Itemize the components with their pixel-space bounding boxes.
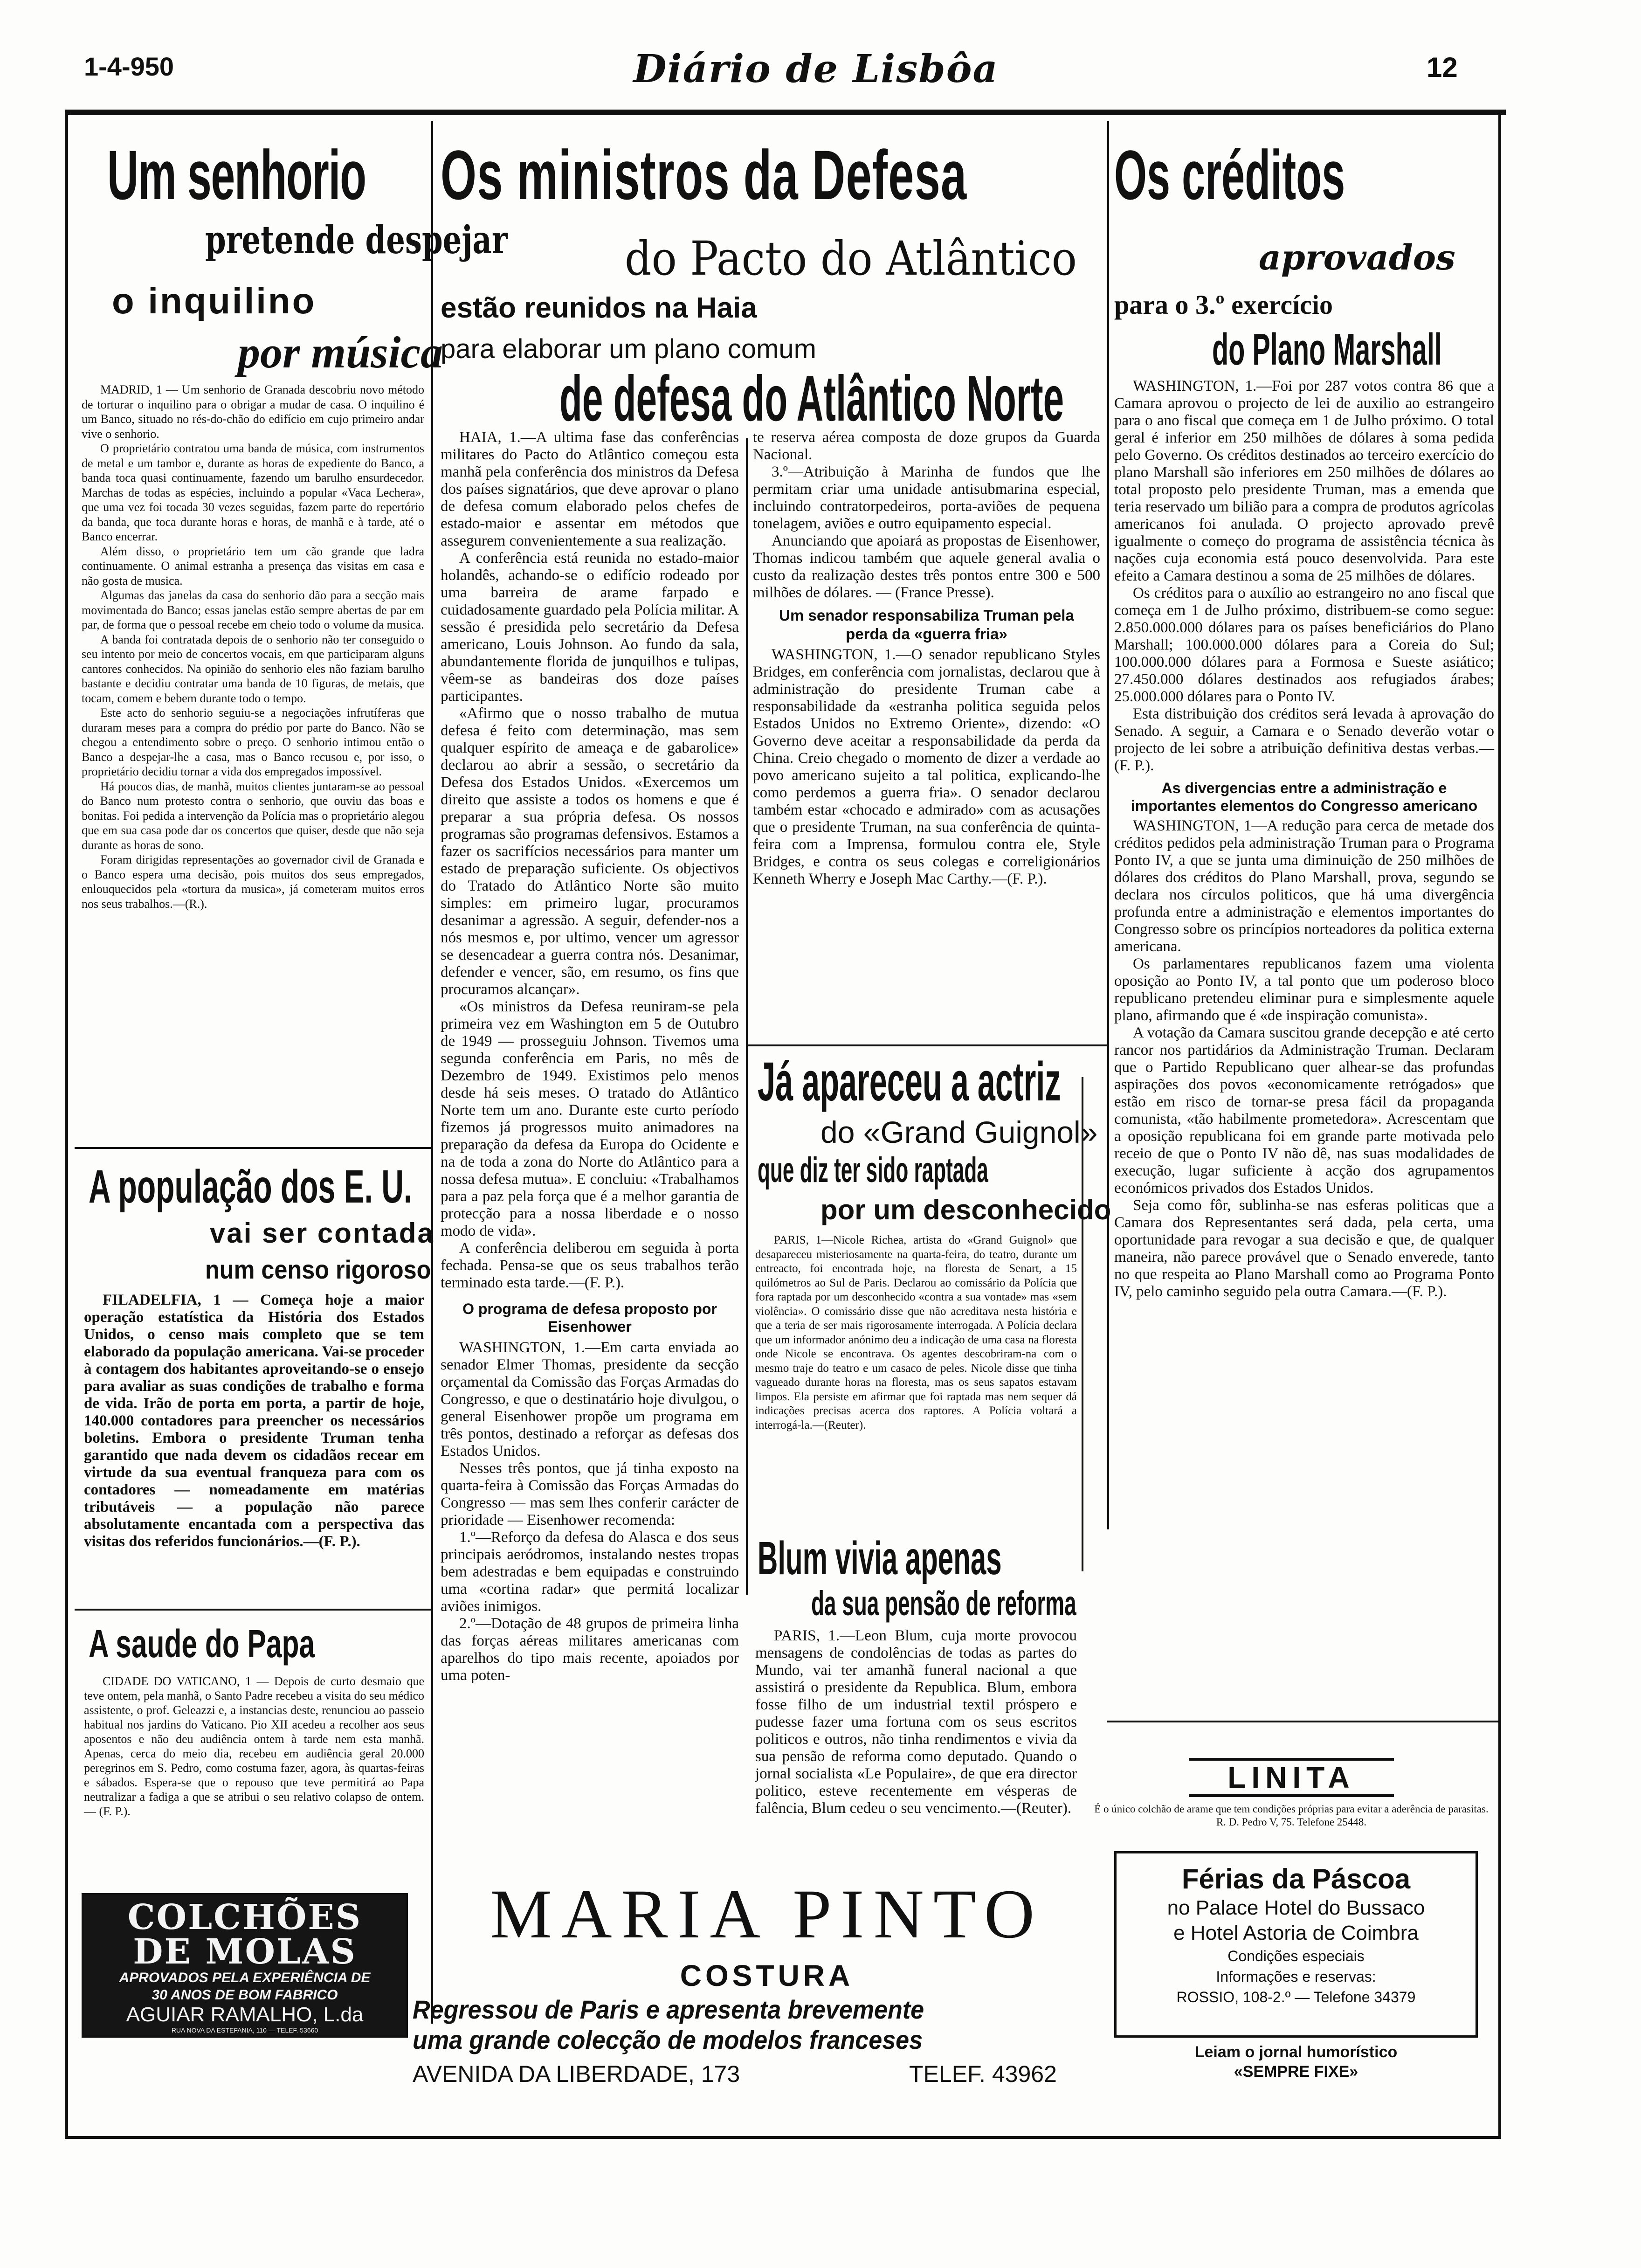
paragraph: «Os ministros da Defesa reuniram-se pela primeira vez em Washington em 5 de Outubro de 1949 — prosseguiu Johnson. Tivemos uma segunda conferência em Paris, no mês de Dezembro de 1949. Existimos pelo menos desde há seis meses. O tratado do Atlântico Norte tem um ano. Durante este curto período fizemos já progressos muito animadores na preparação da defesa da Europa do Ocidente e na de toda a zona do Norte do Atlântico para a nossa defesa mutua». E concluiu: «Trabalhamos para a paz pela força que é a melhor garantia de protecção para a nossa liberdade e o nosso modo de vida».	[441, 998, 739, 1239]
paragraph: Além disso, o proprietário tem um cão grande que ladra continuamente. O animal estranha a presença das visitas em casa e não gosta de musica.	[82, 544, 424, 588]
paragraph: Anunciando que apoiará as propostas de Eisenhower, Thomas indicou também que aquele general avalia o custo da realização destes três pontos entre 300 e 500 milhões de dólares. — (France Presse).	[753, 532, 1100, 601]
top-rule	[65, 110, 1506, 115]
column-rule	[746, 438, 748, 1595]
paragraph: O proprietário contratou uma banda de música, com instrumentos de metal e um tambor e, durante as horas de expediente do Banco, a banda toca quasi continuamente, fazendo um barulho ensurdecedor. Marchas de todas as espécies, incluindo a popular «Vaca Lechera», que uma vez foi tocada 30 vezes seguidas, fazem parte do repertório da banda, que toca durante horas e horas, de manhã e à tarde, até o Banco encerrar.	[82, 442, 424, 543]
populacao-subhead: vai ser contada	[210, 1217, 434, 1249]
actriz-headline: Já apareceu a actriz	[758, 1051, 1061, 1113]
paragraph: A conferência deliberou em seguida à porta fechada. Pensa-se que os seus trabalhos terão terminado esta tarde.—(F. P.).	[441, 1240, 739, 1291]
populacao-subhead-2: num censo rigoroso	[205, 1255, 431, 1284]
ministros-subhead-4: de defesa do Atlântico Norte	[559, 363, 1064, 435]
section-rule	[75, 1609, 431, 1611]
paragraph: A conferência está reunida no estado-maior holandês, achando-se o edifício rodeado por uma barreira de arame farpado e cuidadosamente guardado pela Polícia militar. A sessão é presidida pelo secretário da Defesa americano, Louis Johnson. Ao fundo da sala, abundantemente florida de junquilhos e tulipas, vêem-se as bandeiras dos doze países participantes.	[441, 550, 739, 705]
column-rule	[1082, 1077, 1083, 1571]
actriz-subhead-2: que diz ter sido raptada	[758, 1150, 988, 1190]
ministros-subhead: do Pacto do Atlântico	[625, 231, 1077, 286]
ad-ferias-line2: e Hotel Astoria de Coimbra	[1173, 1922, 1419, 1944]
paragraph: A banda foi contratada depois de o senhorio não ter conseguido o seu intento por meio de concertos vocais, em que participaram alguns cantores conhecidos. Na opinião do senhorio eles não faziam barulho bastante e decidiu contratar uma banda de 10 figuras, de metais, que tocam, comem e bebem durante todo o tempo.	[82, 632, 424, 705]
paragraph: PARIS, 1—Nicole Richea, artista do «Grand Guignol» que desapareceu misteriosamente na quarta-feira, do teatro, durante um entreacto, foi encontrada hoje, na floresta de Senart, a 15 quilómetros ao Sul de Paris. Declarou ao comissário da Polícia que fora raptada por um desconhecido «contra a sua vontade» mas «sem violência». O comissário disse que não acreditava nesta história e que a teria de ser mais rigorosamente interrogada. A Polícia declara que um informador anónimo deu a indicação de uma casa na floresta onde Nicole se encontrava. Os agentes descobriram-na com o mesmo traje do teatro e um casaco de peles. Nicole disse que tinha vagueado durante horas na floresta, mas os seus sapatos estavam limpos. Ela persiste em afirmar que foi raptada mas nem sequer dá indicações precisas acerca dos raptores. A Polícia voltará a interrogá-la.—(Reuter).	[755, 1234, 1077, 1431]
creditos-subhead-3: do Plano Marshall	[1212, 325, 1442, 374]
populacao-body	[84, 1292, 424, 1550]
ad-ferias	[1114, 1851, 1478, 2038]
paragraph: A votação da Camara suscitou grande decepção e até certo rancor nos partidários da Administração Truman. Declaram que o Partido Republicano quer alhear-se das profundas aspirações dos povos «economicamente retrógados» que estão em risco de tornar-se presa fácil da propaganda comunista, «tão habilmente prometedora». Acrescentam que a oposição republicana foi em grande parte motivada pelo receio de que o Ponto IV não dê, nas suas modalidades de execução, lugar suficiente à acção dos agrupamentos económicos privados dos Estados Unidos.	[1114, 1024, 1494, 1196]
papa-body	[84, 1674, 424, 1819]
ad-colchoes	[82, 1893, 408, 2038]
ad-colchoes-line5: AGUIAR RAMALHO, L.da	[126, 2003, 364, 2026]
ad-linita-title: LINITA	[1189, 1758, 1394, 1797]
creditos-subhead-2: para o 3.º exercício	[1114, 290, 1333, 320]
paragraph: Seja como fôr, sublinha-se nas esferas politicas que a Camara dos Representantes será dada, pela certa, uma oportunidade para revogar a sua decisão e que, de qualquer maneira, não parece provável que o Senado enverede, tanto no que respeita ao Plano Marshall como ao Programa Ponto IV, pelo caminho seguido pela outra Camara.—(F. P.).	[1114, 1197, 1494, 1300]
paragraph: 3.º—Atribuição à Marinha de fundos que lhe permitam criar uma unidade antisubmarina especial, incluindo contratorpedeiros, porta-aviões de pequena tonelagem, aviões e outro equipamento especial.	[753, 463, 1100, 532]
section-rule	[1107, 1721, 1501, 1722]
paragraph: Os créditos para o auxílio ao estrangeiro no ano fiscal que começa em 1 de Julho próximo, distribuem-se como segue: 2.850.000.000 dólares para os países beneficiários do Plano Marshall; 100.000.000 dólares para a Coreia do Sul; 100.000.000 dólares para a Formosa e Sueste asiático; 27.450.000 dólares destinados aos refugiados árabes; 25.000.000 dólares para o Ponto IV.	[1114, 585, 1494, 705]
paragraph: WASHINGTON, 1.—Foi por 287 votos contra 86 que a Camara aprovou o projecto de lei de auxilio ao estrangeiro para o ano fiscal que começa em 1 de Julho próximo. O total geral é inferior em 250 milhões de dólares à soma pedida pelo Governo. Os créditos destinados ao terceiro exercício do plano Marshall são inferiores em 250 milhões de dólares ao total proposto pelo presidente Truman, mas a emenda que teria reservado um bilião para a compra de produtos agrícolas americanos foi anulada. O projecto aprovado prevê igualmente o começo do programa de assistência técnica às nações cuja economia está pouco desenvolvida. Para este efeito a Camara destinou a soma de 25 milhões de dólares.	[1114, 378, 1494, 584]
paragraph: WASHINGTON, 1.—O senador republicano Styles Bridges, em conferência com jornalistas, declarou que à administração do presidente Truman cabe a responsabilidade da «estranha politica seguida pelos Estados Unidos no Extremo Oriente», dizendo: «O Governo deve aceitar a responsabilidade da perda da China. Creio chegado o momento de dizer a verdade ao povo americano sujeito a tal politica, explicando-lhe como perdemos a guerra fria». O senador declarou também estar «chocado e admirado» com as acusações que o presidente Truman, na sua conferência de quinta-feira com a Imprensa, formulou contra ele, Style Bridges, e contra os seus colegas e correligionários Kenneth Wherry e Joseph Mac Carthy.—(F. P.).	[753, 646, 1100, 887]
ad-sempre-line2: «SEMPRE FIXE»	[1234, 2063, 1358, 2081]
ad-ferias-line3: Condições especiais	[1227, 1948, 1365, 1964]
ad-ferias-title: Férias da Páscoa	[1181, 1863, 1411, 1895]
ad-maria-address: AVENIDA DA LIBERDADE, 173	[413, 2061, 740, 2087]
issue-date: 1-4-950	[84, 52, 174, 81]
paragraph: MADRID, 1 — Um senhorio de Granada descobriu novo método de torturar o inquilino para o obrigar a mudar de casa. O inquilino é um Banco, situado no rés-do-chão do edifício em cujo primeiro andar vive o senhorio.	[82, 383, 424, 441]
paragraph: «Afirmo que o nosso trabalho de mutua defesa é feito com determinação, mas sem qualquer espírito de ameaça e de gabarolice» declarou ao abrir a sessão, o secretário da Defesa dos Estados Unidos. «Exercemos um direito que assiste a todos os homens e que é preparar a sua própria defesa. Os nossos programas são programas defensivos. Estamos a fazer os sacrifícios necessários para manter um estado de preparação suficiente. Os objectivos do Tratado do Atlântico Norte são muito simples: em primeiro lugar, procuramos desanimar a agressão. A seguir, defender-nos a nós mesmos e, por ultimo, vencer um agressor se desencadear a guerra contra nós. Desanimar, defender e vencer, são, em resumo, os fins que procuramos alcançar».	[441, 705, 739, 998]
actriz-subhead: do «Grand Guignol»	[820, 1115, 1098, 1149]
ad-colchoes-line6: RUA NOVA DA ESTEFANIA, 110 — TELEF. 53660	[171, 2026, 318, 2034]
ad-ferias-line1: no Palace Hotel do Bussaco	[1167, 1896, 1425, 1919]
paragraph: te reserva aérea composta de doze grupos da Guarda Nacional.	[753, 429, 1100, 463]
ministros-col1	[441, 429, 739, 1684]
ministros-subsection-head-2: Um senador responsabiliza Truman pela perda da «guerra fria»	[779, 607, 1074, 643]
column-rule	[431, 121, 433, 2024]
senhorio-subhead: pretende despejar	[205, 218, 508, 263]
senhorio-body	[82, 382, 424, 911]
blum-subhead: da sua pensão de reforma	[811, 1584, 1076, 1623]
ad-colchoes-line4: 30 ANOS DE BOM FABRICO	[152, 1987, 338, 2003]
actriz-body	[755, 1233, 1077, 1432]
ad-linita-text: É o único colchão de arame que tem condições próprias para evitar a aderência de parasitas. R. D. Pedro V, 75. Telefone 25448.	[1094, 1803, 1489, 1828]
creditos-subsection-head: As divergencias entre a administração e importantes elementos do Congresso americano	[1131, 780, 1478, 814]
column-rule	[1107, 121, 1109, 1529]
ad-maria-telephone: TELEF. 43962	[909, 2061, 1057, 2087]
senhorio-subhead-3: por música	[238, 327, 443, 377]
creditos-body	[1114, 378, 1494, 1300]
paragraph: HAIA, 1.—A ultima fase das conferências militares do Pacto do Atlântico começou esta manhã pela conferência dos ministros da Defesa dos países signatários, que deve aprovar o plano de defesa comum elaborado pelos chefes de estado-maior e assentar em métodos que assegurem convenientemente a sua realização.	[441, 429, 739, 549]
ministros-headline: Os ministros da Defesa	[441, 136, 967, 214]
ad-ferias-line5: ROSSIO, 108-2.º — Telefone 34379	[1176, 1989, 1416, 2005]
paragraph: FILADELFIA, 1 — Começa hoje a maior operação estatística da História dos Estados Unidos, o censo mais completo que se tem elaborado da população americana. Vai-se proceder à contagem dos habitantes aproveitando-se o ensejo para avaliar as suas condições de trabalho e forma de vida. Irão de porta em porta, a partir de hoje, 140.000 contadores para preencher os necessários boletins. Embora o presidente Truman tenha garantido que nada devem os cidadãos recear em virtude da sua eventual franqueza para com os contadores — nomeadamente em matérias tributáveis — a população não parece absolutamente encantada com a perspectiva das visitas dos referidos funcionários.—(F. P.).	[84, 1292, 424, 1550]
ministros-subhead-2: estão reunidos na Haia	[441, 292, 757, 324]
newspaper-title: Diário de Lisbôa	[633, 47, 999, 91]
paragraph: Foram dirigidas representações ao governador civil de Granada e o Banco espera uma decisão, pois muitos dos seus empregados, enlouquecidos pela «tortura da musica», já cometeram muitos erros nos seus trabalhos.—(R.).	[82, 853, 424, 911]
ad-maria-name: MARIA PINTO	[490, 1875, 1044, 1953]
section-rule	[75, 1147, 431, 1149]
paragraph: WASHINGTON, 1—A redução para cerca de metade dos créditos pedidos pela administração Truman para o Programa Ponto IV, a que se junta uma diminuição de 250 milhões de dólares dos créditos do Plano Marshall, prova, segundo se declara nos círculos politicos, que há uma divergência profunda entre a administração e elementos importantes do Congresso sobre os princípios norteadores da politica externa americana.	[1114, 817, 1494, 955]
papa-headline: A saude do Papa	[89, 1622, 315, 1666]
creditos-subhead: aprovados	[1259, 238, 1455, 278]
ad-maria-line2: uma grande colecção de modelos franceses	[413, 2025, 923, 2054]
ministros-col2	[753, 429, 1100, 888]
paragraph: CIDADE DO VATICANO, 1 — Depois de curto desmaio que teve ontem, pela manhã, o Santo Padre recebeu a visita do seu médico assistente, o prof. Geleazzi e, a instancias deste, renunciou ao passeio habitual nos jardins do Vaticano. Pio XII acedeu a recolher aos seus aposentos e não deu audiência ontem à tarde nem esta manhã. Apenas, cerca do meio dia, recebeu em audiência geral 20.000 peregrinos em S. Pedro, como costuma fazer, agora, às quartas-feiras e sábados. Espera-se que o repouso que teve permitirá ao Papa neutralizar a fadiga a que se atribui o seu relativo colapso de ontem. — (F. P.).	[84, 1674, 424, 1818]
creditos-headline: Os créditos	[1114, 136, 1345, 214]
ministros-subhead-3: para elaborar um plano comum	[441, 334, 816, 364]
paragraph: Os parlamentares republicanos fazem uma violenta oposição ao Ponto IV, a tal ponto que um poderoso bloco republicano pretendeu eliminar pura e simplesmente aquele plano, afirmando que é «de inspiração comunista».	[1114, 955, 1494, 1024]
paragraph: Esta distribuição dos créditos será levada à aprovação do Senado. A seguir, a Camara e o Senado deverão votar o projecto de lei sobre a atribuição definitiva destas verbas.—(F. P.).	[1114, 705, 1494, 774]
blum-headline: Blum vivia apenas	[758, 1532, 1002, 1584]
section-rule	[746, 1044, 1107, 1046]
paragraph: Algumas das janelas da casa do senhorio dão para a secção mais movimentada do Banco; essas janelas estão sempre abertas de par em par, de forma que o pessoal recebe em cheio todo o volume da musica.	[82, 588, 424, 631]
ad-ferias-line4: Informações e reservas:	[1216, 1968, 1376, 1985]
paragraph: PARIS, 1.—Leon Blum, cuja morte provocou mensagens de condolências de todas as partes do Mundo, vai ter amanhã funeral nacional a que assistirá o presidente da Republica. Blum, embora fosse filho de um industrial textil próspero e pudesse fazer uma fortuna com os seus escritos politicos e outros, não tinha rendimentos e vivia da sua pensão de reforma como deputado. Quando o jornal socialista «Le Populaire», de que era director politico, esteve recentemente em vésperas de falência, Blum cedeu o seu vencimento.—(Reuter).	[755, 1627, 1077, 1817]
ad-sempre-line1: Leiam o jornal humorístico	[1194, 2043, 1398, 2061]
page-number: 12	[1427, 52, 1458, 83]
ad-colchoes-line3: APROVADOS PELA EXPERIÊNCIA DE	[119, 1970, 371, 1985]
paragraph: Nesses três pontos, que já tinha exposto na quarta-feira à Comissão das Forças Armadas do Congresso — mas sem lhes conferir carácter de prioridade — Eisenhower recomenda:	[441, 1460, 739, 1528]
paragraph: Há poucos dias, de manhã, muitos clientes juntaram-se ao pessoal do Banco num protesto contra o senhorio, que ouviu das boas e bonitas. Foi pedida a intervenção da Polícia mas o proprietário alegou que em sua casa pode dar os concertos que quiser, desde que não seja durante as horas de sono.	[82, 779, 424, 852]
senhorio-subhead-2: o inquilino	[112, 280, 317, 321]
actriz-subhead-3: por um desconhecido	[820, 1194, 1111, 1225]
paragraph: WASHINGTON, 1.—Em carta enviada ao senador Elmer Thomas, presidente da secção orçamental da Comissão das Forças Armadas do Congresso, e que o destinatário hoje divulgou, o general Eisenhower propõe um programa em três pontos, destinado a reforçar as defesas dos Estados Unidos.	[441, 1339, 739, 1459]
ad-colchoes-line2: DE MOLAS	[133, 1932, 357, 1972]
paragraph: 1.º—Reforço da defesa do Alasca e dos seus principais aeródromos, instalando nestes tropas bem adestradas e bem equipadas e construindo uma «cortina radar» que permitá localizar aviões inimigos.	[441, 1529, 739, 1615]
ministros-subsection-head: O programa de defesa proposto por Eisenhower	[462, 1300, 717, 1335]
ad-maria-sub: COSTURA	[680, 1959, 854, 1992]
ad-sempre-fixe	[1114, 2042, 1478, 2081]
ad-colchoes-line1: COLCHÕES	[127, 1897, 362, 1937]
populacao-headline: A população dos E. U.	[89, 1161, 413, 1213]
paragraph: Este acto do senhorio seguiu-se a negociações infrutíferas que duraram meses para a compra do prédio por parte do Banco. Não se chegou a entendimento sobre o preço. O senhorio intimou então o Banco a despejar-lhe a casa, mas o Banco recusou e, por isso, o proprietário decidiu tornar a vida dos empregados impossível.	[82, 706, 424, 778]
ad-maria-line1: Regressou de Paris e apresenta brevemente	[413, 1995, 924, 2024]
ad-linita	[1086, 1758, 1496, 1842]
paragraph: 2.º—Dotação de 48 grupos de primeira linha das forças aéreas militares americanas com aparelhos do tipo mais recente, apoiados por uma poten-	[441, 1615, 739, 1684]
senhorio-headline: Um senhorio	[107, 136, 366, 214]
